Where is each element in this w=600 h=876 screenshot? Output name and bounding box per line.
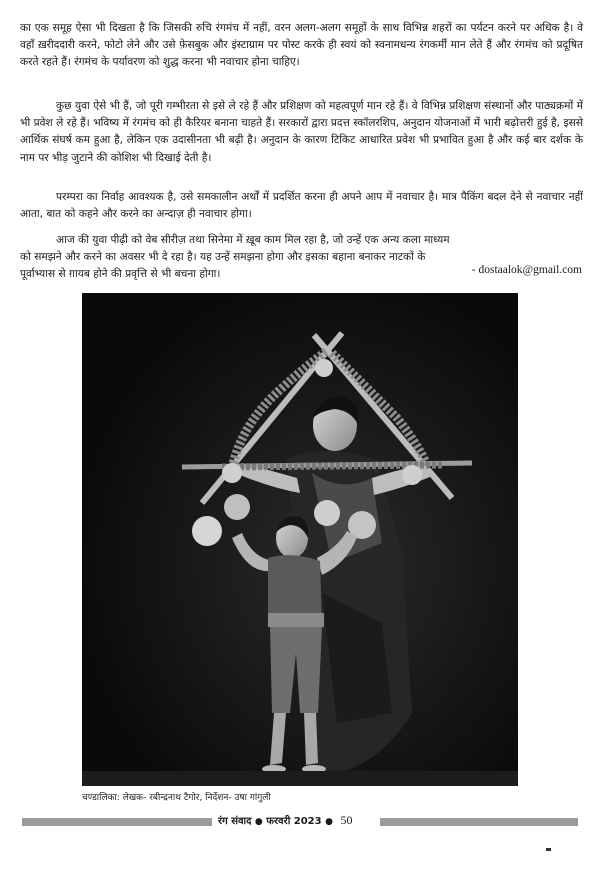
magazine-name: रंग संवाद <box>218 816 252 827</box>
article-paragraph: कुछ युवा ऐसे भी हैं, जो पूरी गम्भीरता से इसे ले रहे हैं और प्रशिक्षण को महत्वपूर्ण मान रहे हैं। वे विभिन्न प्रशिक्षण संस्थानों और पाठ्यक्रमों में भी प्रवेश ले रहे हैं। भविष्य में रंगमंच को ही कैरियर बनाना चाहते हैं। सरकारों द्वारा प्रदत्त स्कॉलरशिप, अनुदान योजनाओं में भारी बढ़ोत्तरी हुई है, इससे आर्थिक संघर्ष कम हुआ है, लेकिन एक उदासीनता भी बढ़ी है। अनुदान के कारण टिकिट आधारित प्रवेश भी प्रभावित हुआ है और कई बार दर्शक के नाम पर भीड़ जुटाने की कोशिश भी दिखाई देती है। <box>20 100 583 164</box>
footer-rule-right <box>380 818 578 826</box>
flower-tassel <box>402 465 422 485</box>
flower-bunch <box>224 494 250 520</box>
footer-rule-left <box>22 818 212 826</box>
stage-photograph <box>82 293 518 786</box>
photo-caption: चण्डालिका: लेखक- रबीन्द्रनाथ टैगोर, निर्देशन- उषा गांगुली <box>82 793 271 803</box>
child-sash <box>268 613 324 627</box>
page-footer <box>218 813 378 828</box>
article-paragraph: परम्परा का निर्वाह आवश्यक है, उसे समकालीन अर्थों में प्रदर्शित करना ही अपने आप में नवाचार है। मात्र पैकिंग बदल देने से नवाचार नहीं आता, बात को कहने और करने का अन्दाज़ ही नवाचार होगा। <box>20 191 583 221</box>
article-paragraph: आज की युवा पीढ़ी को वेब सीरीज़ तथा सिनेमा में ख़ूब काम मिल रहा है, जो उन्हें एक अन्य कला माध्यम को समझने और करने का अवसर भी दे रहा है। यह उन्हें समझना होगा और इसका बहाना बनाकर नाटकों के पूर्वाभ्यास से ग़ायब होने की प्रवृत्ति से भी बचना होगा। <box>20 234 450 281</box>
flower-bunch <box>192 516 222 546</box>
flower-bunch <box>314 500 340 526</box>
flower-tassel <box>222 463 242 483</box>
stage-floor <box>82 771 518 786</box>
flower-tassel <box>315 359 333 377</box>
author-email: - dostaalok@gmail.com <box>471 264 582 276</box>
footer-separator: ● <box>254 817 263 827</box>
article-paragraph: का एक समूह ऐसा भी दिखता है कि जिसकी रुचि रंगमंच में नहीं, वरन अलग-अलग समूहों के साथ विभिन्न शहरों का पर्यटन करने पर अधिक है। वे वहाँ ख़रीददारी करने, फोटो लेने और उसे फ़ेसबुक और इंस्टाग्राम पर पोस्ट करके ही स्वयं को स्वनामधन्य रंगकर्मी मान लेते हैं और रंगमंच को प्रदूषित करते रहते हैं। रंगमंच के पर्यावरण को शुद्ध करना भी नवाचार होना चाहिए। <box>20 22 583 69</box>
footer-separator: ● <box>325 817 333 827</box>
page-number: 50 <box>340 813 353 827</box>
issue-date: फरवरी 2023 <box>266 816 322 827</box>
crop-mark <box>546 848 551 851</box>
